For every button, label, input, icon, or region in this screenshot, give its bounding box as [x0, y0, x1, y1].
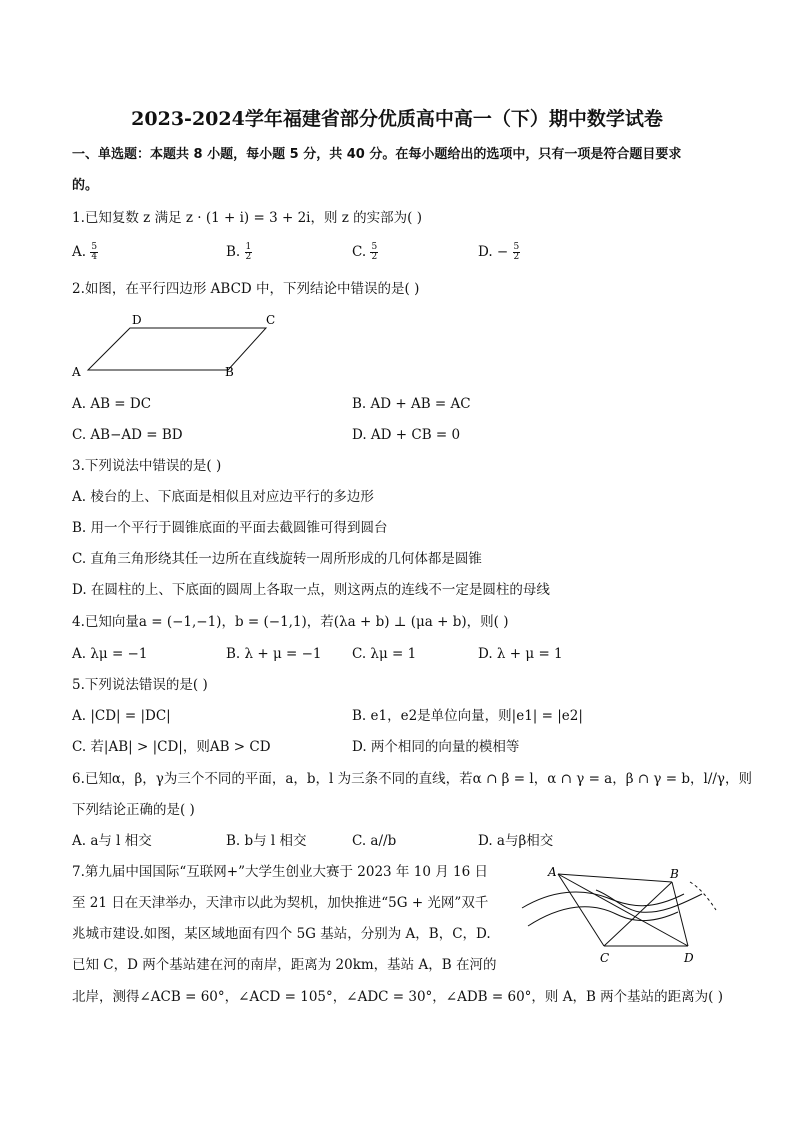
segment-ac [558, 874, 604, 946]
q7-line4: 已知 C，D 两个基站建在河的南岸，距离为 20km，基站 A，B 在河的 [72, 957, 497, 973]
q1-option-b: B. $\frac{1}{2}$ [226, 242, 252, 262]
q7-line1: 7.第九届中国国际“互联网+”大学生创业大赛于 2023 年 10 月 16 日 [72, 864, 488, 880]
q6-option-d: D. a与β相交 [478, 833, 554, 849]
q6-option-b: B. b与 l 相交 [226, 833, 307, 849]
river-curve-3 [596, 890, 702, 912]
river-curve-2 [528, 907, 678, 926]
label-b: B [225, 365, 234, 379]
q7-line5: 北岸，测得∠ACB = 60°，∠ACD = 105°，∠ADC = 30°，∠ADB = 60°，则 A，B 两个基站的距离为( ) [72, 989, 723, 1005]
station-label-b: B [670, 867, 679, 881]
parallelogram-shape [88, 328, 266, 370]
q5-option-d: D. 两个相同的向量的模相等 [352, 739, 520, 755]
q2-option-d: D. AD + CB = 0 [352, 427, 461, 443]
q4-stem: 4.已知向量a = (−1,−1)，b = (−1,1)，若(λa + b) ⊥ (μa + b)，则( ) [72, 614, 509, 630]
q7-line2: 至 21 日在天津举办，天津市以此为契机，加快推进“5G + 光网”双千 [72, 895, 489, 911]
q1-option-a: A. $\frac{5}{4}$ [72, 242, 98, 262]
label-c: C [266, 313, 276, 327]
station-label-d: D [684, 951, 694, 965]
q1-option-c: C. $\frac{5}{2}$ [352, 242, 378, 262]
q2-option-c: C. AB−AD = BD [72, 427, 183, 443]
q1-option-d: D. − $\frac{5}{2}$ [478, 242, 520, 262]
q2-option-a: A. AB = DC [72, 396, 152, 412]
q7-line3: 兆城市建设.如图，某区域地面有四个 5G 基站，分别为 A，B，C，D. [72, 926, 491, 942]
station-label-c: C [600, 951, 610, 965]
q3-option-c: C. 直角三角形绕其任一边所在直线旋转一周所形成的几何体都是圆锥 [72, 551, 482, 567]
river-curve-1 [522, 892, 684, 908]
q6-stem-line2: 下列结论正确的是( ) [72, 802, 195, 818]
q4-option-c: C. λμ = 1 [352, 646, 417, 662]
label-a: A [72, 365, 81, 379]
q4-option-a: A. λμ = −1 [72, 646, 148, 662]
segment-ab [558, 874, 672, 882]
river-curve-4 [690, 882, 716, 910]
q3-option-a: A. 棱台的上、下底面是相似且对应边平行的多边形 [72, 489, 374, 505]
q4-option-d: D. λ + μ = 1 [478, 646, 563, 662]
section-heading-line2: 的。 [72, 178, 99, 193]
q3-option-d: D. 在圆柱的上、下底面的圆周上各取一点，则这两点的连线不一定是圆柱的母线 [72, 582, 550, 598]
q5-option-b: B. e1，e2是单位向量，则|e1| = |e2| [352, 708, 583, 724]
q3-stem: 3.下列说法中错误的是( ) [72, 458, 222, 474]
station-label-a: A [548, 865, 557, 879]
q3-option-b: B. 用一个平行于圆锥底面的平面去截圆锥可得到圆台 [72, 520, 388, 536]
q2-stem: 2.如图，在平行四边形 ABCD 中，下列结论中错误的是( ) [72, 281, 420, 297]
label-d: D [132, 313, 142, 327]
q6-stem-line1: 6.已知α，β，γ为三个不同的平面，a，b，l 为三条不同的直线，若α ∩ β = l，α ∩ γ = a，β ∩ γ = b，l//γ，则 [72, 771, 753, 787]
segment-bc [604, 882, 672, 946]
q5-option-a: A. |CD| = |DC| [72, 708, 171, 724]
q6-option-a: A. a与 l 相交 [72, 833, 152, 849]
q1-stem: 1.已知复数 z 满足 z · (1 + i) = 3 + 2i，则 z 的实部为( ) [72, 210, 422, 226]
q4-option-b: B. λ + μ = −1 [226, 646, 322, 662]
parallelogram-figure [70, 310, 290, 382]
section-heading-line1: 一、单选题：本题共 8 小题，每小题 5 分，共 40 分。在每小题给出的选项中，只有一项是符合题目要求 [72, 147, 682, 162]
exam-title: 2023-2024学年福建省部分优质高中高一（下）期中数学试卷 [131, 108, 663, 130]
q5-stem: 5.下列说法错误的是( ) [72, 677, 208, 693]
q6-option-c: C. a//b [352, 833, 397, 849]
q2-option-b: B. AD + AB = AC [352, 396, 471, 412]
q5-option-c: C. 若|AB| > |CD|，则AB > CD [72, 739, 271, 755]
base-station-figure [512, 860, 732, 970]
